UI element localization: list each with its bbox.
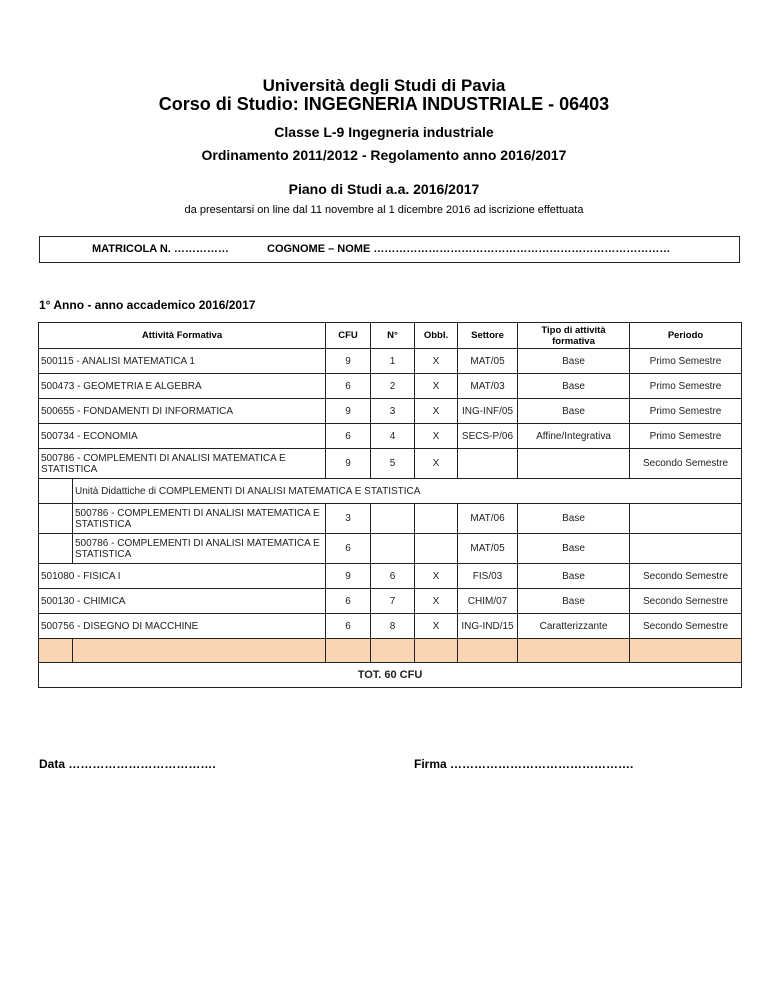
cell-settore: ING-IND/15 [458, 614, 518, 639]
cell-cfu: 9 [326, 564, 371, 589]
year-title: 1° Anno - anno accademico 2016/2017 [39, 298, 256, 312]
header-cfu: CFU [326, 323, 371, 349]
empty-entry-row [39, 639, 742, 663]
table-row [39, 374, 742, 399]
header-tipo: Tipo di attività formativa [518, 323, 630, 349]
cell-obbl: X [415, 449, 458, 479]
cell-attivita: 500655 - FONDAMENTI DI INFORMATICA [39, 399, 326, 424]
cell-periodo: Primo Semestre [630, 349, 742, 374]
cell-obbl: X [415, 349, 458, 374]
empty-cell[interactable] [73, 639, 326, 663]
cell-tipo: Base [518, 589, 630, 614]
cell-cfu: 6 [326, 614, 371, 639]
cell-settore: ING-INF/05 [458, 399, 518, 424]
unit-row [39, 504, 742, 534]
indent-cell [39, 534, 73, 564]
cell-tipo: Base [518, 564, 630, 589]
piano-title-visible: Piano di Studi a.a. 2016/2017 [288, 181, 480, 197]
cell-settore: MAT/05 [458, 534, 518, 564]
header-attivita: Attività Formativa [39, 323, 326, 349]
empty-cell[interactable] [415, 639, 458, 663]
cell-settore [458, 449, 518, 479]
cell-n: 1 [371, 349, 415, 374]
cell-obbl [415, 504, 458, 534]
cell-obbl [415, 534, 458, 564]
cell-settore: MAT/03 [458, 374, 518, 399]
cell-attivita: 500786 - COMPLEMENTI DI ANALISI MATEMATICA E STATISTICA [73, 504, 326, 534]
cell-attivita: 500786 - COMPLEMENTI DI ANALISI MATEMATICA E STATISTICA [39, 449, 326, 479]
cell-tipo: Base [518, 374, 630, 399]
table-row [39, 449, 742, 479]
empty-cell[interactable] [630, 639, 742, 663]
table-row [39, 589, 742, 614]
cell-n: 5 [371, 449, 415, 479]
matricola-field[interactable]: MATRICOLA N. …………… [92, 243, 229, 255]
table-row [39, 399, 742, 424]
cell-periodo: Primo Semestre [630, 399, 742, 424]
cell-settore: MAT/06 [458, 504, 518, 534]
header-settore: Settore [458, 323, 518, 349]
header-obbl: Obbl. [415, 323, 458, 349]
cell-attivita: 500786 - COMPLEMENTI DI ANALISI MATEMATICA E STATISTICA [73, 534, 326, 564]
cell-obbl: X [415, 399, 458, 424]
cell-periodo: Primo Semestre [630, 424, 742, 449]
signature-field[interactable]: Firma ………………………………………. [414, 757, 634, 771]
cell-cfu: 6 [326, 424, 371, 449]
total-cfu: TOT. 60 CFU [39, 663, 742, 688]
units-title-row [39, 479, 742, 504]
cell-settore: FIS/03 [458, 564, 518, 589]
table-row [39, 564, 742, 589]
empty-cell[interactable] [518, 639, 630, 663]
cell-settore: CHIM/07 [458, 589, 518, 614]
indent-cell [39, 479, 73, 504]
cell-cfu: 9 [326, 349, 371, 374]
course-title: Corso di Studio: INGEGNERIA INDUSTRIALE - 06403 [158, 94, 610, 114]
study-plan-table [38, 322, 742, 688]
table-row [39, 349, 742, 374]
cell-attivita: 500756 - DISEGNO DI MACCHINE [39, 614, 326, 639]
cell-tipo: Caratterizzante [518, 614, 630, 639]
cell-periodo: Primo Semestre [630, 374, 742, 399]
cell-n: 2 [371, 374, 415, 399]
cell-tipo: Base [518, 349, 630, 374]
cell-periodo: Secondo Semestre [630, 564, 742, 589]
units-title: Unità Didattiche di COMPLEMENTI DI ANALISI MATEMATICA E STATISTICA [73, 479, 742, 504]
empty-cell[interactable] [458, 639, 518, 663]
cell-cfu: 6 [326, 589, 371, 614]
cell-n: 6 [371, 564, 415, 589]
date-field[interactable]: Data ………………………………. [39, 757, 216, 771]
cell-periodo: Secondo Semestre [630, 589, 742, 614]
cell-settore: SECS-P/06 [458, 424, 518, 449]
cell-tipo [518, 449, 630, 479]
cell-obbl: X [415, 424, 458, 449]
cell-tipo: Affine/Integrativa [518, 424, 630, 449]
ordinamento-line: Ordinamento 2011/2012 - Regolamento anno 2016/2017 [201, 147, 567, 163]
empty-cell[interactable] [326, 639, 371, 663]
empty-cell[interactable] [371, 639, 415, 663]
cell-attivita: 500734 - ECONOMIA [39, 424, 326, 449]
cell-attivita: 501080 - FISICA I [39, 564, 326, 589]
table-header-row [39, 323, 742, 349]
cell-cfu: 9 [326, 399, 371, 424]
header-periodo: Periodo [630, 323, 742, 349]
cell-attivita: 500473 - GEOMETRIA E ALGEBRA [39, 374, 326, 399]
cell-tipo: Base [518, 399, 630, 424]
total-row [39, 663, 742, 688]
cell-periodo [630, 534, 742, 564]
cell-obbl: X [415, 374, 458, 399]
header-n: N° [371, 323, 415, 349]
cell-tipo: Base [518, 534, 630, 564]
cell-n [371, 504, 415, 534]
unit-row [39, 534, 742, 564]
table-row [39, 614, 742, 639]
subtitle: da presentarsi on line dal 11 novembre al 1 dicembre 2016 ad iscrizione effettuata [184, 204, 584, 216]
cell-tipo: Base [518, 504, 630, 534]
cell-cfu: 3 [326, 504, 371, 534]
cell-cfu: 6 [326, 534, 371, 564]
cell-obbl: X [415, 564, 458, 589]
cell-periodo [630, 504, 742, 534]
cell-settore: MAT/05 [458, 349, 518, 374]
cell-n: 8 [371, 614, 415, 639]
student-id-box [39, 236, 740, 263]
cell-n [371, 534, 415, 564]
cell-obbl: X [415, 614, 458, 639]
cell-cfu: 6 [326, 374, 371, 399]
cell-n: 7 [371, 589, 415, 614]
table-row [39, 424, 742, 449]
cell-periodo: Secondo Semestre [630, 449, 742, 479]
cell-attivita: 500115 - ANALISI MATEMATICA 1 [39, 349, 326, 374]
cognome-nome-field[interactable]: COGNOME – NOME ……………………………………………………………………… [267, 243, 671, 255]
cell-attivita: 500130 - CHIMICA [39, 589, 326, 614]
cell-n: 4 [371, 424, 415, 449]
cell-n: 3 [371, 399, 415, 424]
empty-cell[interactable] [39, 639, 73, 663]
university-title: Università degli Studi di Pavia [262, 76, 506, 95]
indent-cell [39, 504, 73, 534]
cell-periodo: Secondo Semestre [630, 614, 742, 639]
cell-cfu: 9 [326, 449, 371, 479]
cell-obbl: X [415, 589, 458, 614]
classe-line: Classe L-9 Ingegneria industriale [274, 124, 494, 140]
